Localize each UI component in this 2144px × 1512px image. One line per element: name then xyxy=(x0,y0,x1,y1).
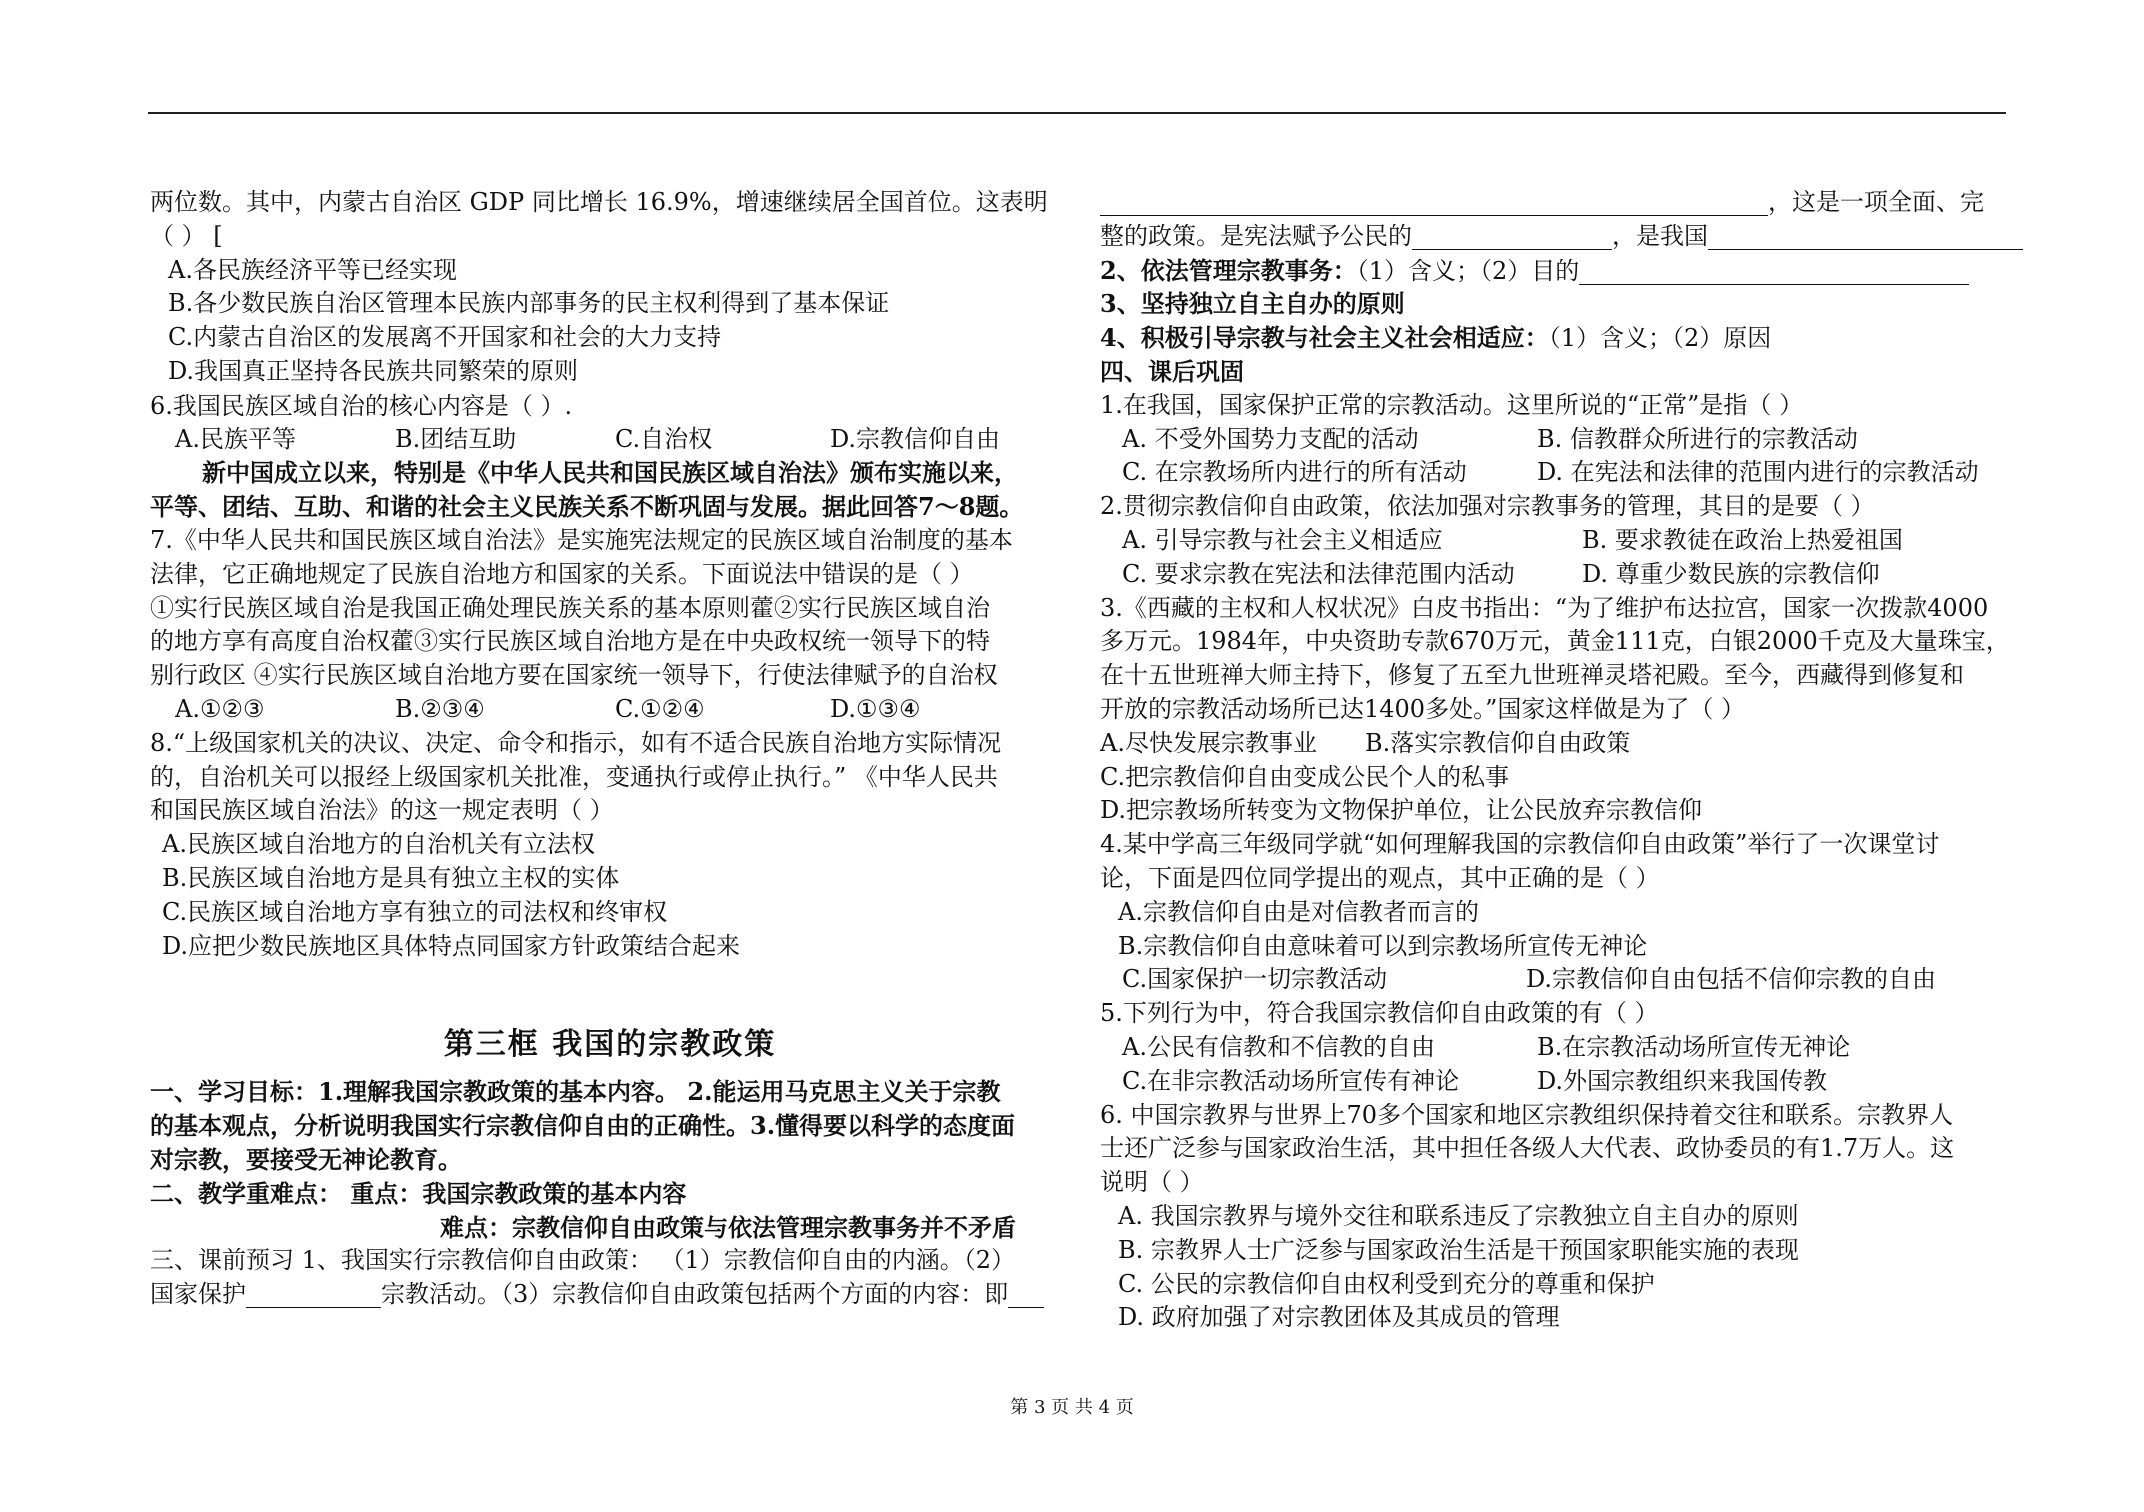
r-q3-line4: 开放的宗教活动场所已达1400多处。”国家这样做是为了（ ） xyxy=(1100,694,1745,723)
r-q5-stem: 5.下列行为中，符合我国宗教信仰自由政策的有（ ） xyxy=(1100,999,1659,1028)
q6-text: 6.我国民族区域自治的核心内容是（ ）. xyxy=(150,391,573,420)
r-q1-option-b: B. 信教群众所进行的宗教活动 xyxy=(1537,424,1858,453)
policy-continuation-text1: ，这是一项全面、完 xyxy=(1768,188,1984,216)
q7-line2: 法律，它正确地规定了民族自治地方和国家的关系。下面说法中错误的是（ ） xyxy=(150,559,974,588)
section-title: 第三框 我国的宗教政策 xyxy=(443,1027,777,1063)
r-q1-options-row1 xyxy=(1100,423,2004,457)
r-q4-options-row xyxy=(1100,963,2004,997)
preview-item-4-title: 4、积极引导宗教与社会主义社会相适应： xyxy=(1100,323,1549,353)
q7-line5: 别行政区 ④实行民族区域自治地方要在国家统一领导下，行使法律赋予的自治权 xyxy=(150,661,998,690)
learning-goals-line3: 对宗教，要接受无神论教育。 xyxy=(150,1144,462,1174)
r-q4-option-d: D.宗教信仰自由包括不信仰宗教的自由 xyxy=(1526,965,1937,994)
r-q3-line1: 3.《西藏的主权和人权状况》白皮书指出：“为了维护布达拉宫，国家一次拨款4000 xyxy=(1100,593,1989,622)
r-q5-option-b: B.在宗教活动场所宣传无神论 xyxy=(1537,1032,1851,1061)
q6-option-a: A.民族平等 xyxy=(175,424,296,453)
q6-options xyxy=(150,423,1070,457)
q8-line1: 8.“上级国家机关的决议、决定、命令和指示，如有不适合民族自治地方实际情况 xyxy=(150,728,1002,757)
q8-option-d: D.应把少数民族地区具体特点同国家方针政策结合起来 xyxy=(162,931,741,960)
r-q5-option-d: D.外国宗教组织来我国传教 xyxy=(1537,1066,1828,1095)
r-q3-options-row1 xyxy=(1100,727,2004,761)
r-q3-line2: 多万元。1984年，中央资助专款670万元，黄金111克，白银2000千克及大量珠宝， xyxy=(1100,627,2010,656)
fill-blank xyxy=(1412,223,1612,250)
page-footer: 第 3 页 共 4 页 xyxy=(1010,1397,1134,1418)
policy-continuation-text3: ，是我国 xyxy=(1612,221,1708,250)
r-q5-option-a: A.公民有信教和不信教的自由 xyxy=(1122,1032,1435,1061)
r-q5-option-c: C.在非宗教活动场所宣传有神论 xyxy=(1122,1066,1460,1095)
r-q3-option-c: C.把宗教信仰自由变成公民个人的私事 xyxy=(1100,762,1510,791)
q8-line3: 和国民族区域自治法》的这一规定表明（ ） xyxy=(150,796,614,825)
policy-continuation-line2 xyxy=(1100,220,2004,254)
fill-blank xyxy=(1100,189,1768,216)
fill-blank xyxy=(1008,1281,1044,1308)
r-q1-option-a: A. 不受外国势力支配的活动 xyxy=(1122,424,1419,453)
q8-option-a: A.民族区域自治地方的自治机关有立法权 xyxy=(162,830,595,859)
r-q3-option-a: A.尽快发展宗教事业 xyxy=(1100,728,1317,757)
q7-option-d: D.①③④ xyxy=(830,694,921,723)
r-q4-option-c: C.国家保护一切宗教活动 xyxy=(1122,965,1388,994)
preview-item-4-text: （1）含义；（2）原因 xyxy=(1548,324,1772,353)
q6-stem xyxy=(150,389,1070,423)
header-rule xyxy=(148,112,2006,114)
left-column xyxy=(150,186,1070,1312)
r-q2-options-row2 xyxy=(1100,558,2004,592)
q7-line1: 7.《中华人民共和国民族区域自治法》是实施宪法规定的民族区域自治制度的基本 xyxy=(150,525,1013,554)
fill-blank xyxy=(246,1281,381,1308)
r-q6-option-a: A. 我国宗教界与境外交往和联系违反了宗教独立自主自办的原则 xyxy=(1118,1201,1799,1230)
r-q6-line2: 士还广泛参与国家政治生活，其中担任各级人大代表、政协委员的有1.7万人。这 xyxy=(1100,1134,1955,1163)
q5-option-d: D.我国真正坚持各民族共同繁荣的原则 xyxy=(168,356,579,385)
preview-line1: 三、课前预习 1、我国实行宗教信仰自由政策： （1）宗教信仰自由的内涵。（2） xyxy=(150,1246,1016,1275)
r-q2-stem: 2.贯彻宗教信仰自由政策，依法加强对宗教事务的管理，其目的是要（ ） xyxy=(1100,492,1875,521)
q5-stem-line2: （ ） [ xyxy=(150,221,223,250)
r-q3-option-b: B.落实宗教信仰自由政策 xyxy=(1365,728,1631,757)
r-q1-option-d: D. 在宪法和法律的范围内进行的宗教活动 xyxy=(1537,458,1979,487)
learning-goals-line2: 的基本观点，分析说明我国实行宗教信仰自由的正确性。3.懂得要以科学的态度面 xyxy=(150,1111,1016,1141)
r-q2-option-c: C. 要求宗教在宪法和法律范围内活动 xyxy=(1122,559,1515,588)
preview-line2-start: 国家保护 xyxy=(150,1280,246,1309)
q8-option-b: B.民族区域自治地方是具有独立主权的实体 xyxy=(162,863,620,892)
r-q3-option-d: D.把宗教场所转变为文物保护单位，让公民放弃宗教信仰 xyxy=(1100,796,1703,825)
r-q6-option-d: D. 政府加强了对宗教团体及其成员的管理 xyxy=(1118,1303,1560,1332)
r-q2-option-a: A. 引导宗教与社会主义相适应 xyxy=(1122,525,1443,554)
policy-continuation-text2: 整的政策。是宪法赋予公民的 xyxy=(1100,221,1412,250)
material-intro-line1: 新中国成立以来，特别是《中华人民共和国民族区域自治法》颁布实施以来， xyxy=(202,458,1018,488)
q7-options xyxy=(150,693,1070,727)
r-q5-options-row2 xyxy=(1100,1065,2004,1099)
q6-option-c: C.自治权 xyxy=(615,424,713,453)
right-column xyxy=(1100,186,2010,1335)
q7-line3: ①实行民族区域自治是我国正确处理民族关系的基本原则藿②实行民族区域自治 xyxy=(150,593,990,622)
q8-line2: 的，自治机关可以报经上级国家机关批准，变通执行或停止执行。” 《中华人民共 xyxy=(150,762,998,791)
r-q6-option-b: B. 宗教界人士广泛参与国家政治生活是干预国家职能实施的表现 xyxy=(1118,1235,1799,1264)
q6-option-d: D.宗教信仰自由 xyxy=(830,424,1001,453)
q5-option-a: A.各民族经济平等已经实现 xyxy=(168,255,457,284)
r-q6-option-c: C. 公民的宗教信仰自由权利受到充分的尊重和保护 xyxy=(1118,1269,1655,1298)
section-4-heading: 四、课后巩固 xyxy=(1100,356,1244,386)
r-q1-stem: 1.在我国，国家保护正常的宗教活动。这里所说的“正常”是指（ ） xyxy=(1100,390,1804,419)
material-intro-line2: 平等、团结、互助、和谐的社会主义民族关系不断巩固与发展。据此回答7～8题。 xyxy=(150,492,1024,522)
q7-line4: 的地方享有高度自治权藿③实行民族区域自治地方是在中央政权统一领导下的特 xyxy=(150,627,990,656)
r-q5-options-row1 xyxy=(1100,1031,2004,1065)
difficult-points: 难点：宗教信仰自由政策与依法管理宗教事务并不矛盾 xyxy=(440,1212,1016,1242)
preview-item-2 xyxy=(1100,254,2004,288)
r-q6-line1: 6. 中国宗教界与世界上70多个国家和地区宗教组织保持着交往和联系。宗教界人 xyxy=(1100,1100,1954,1129)
r-q1-options-row2 xyxy=(1100,456,2004,490)
q7-option-b: B.②③④ xyxy=(395,694,485,723)
q7-option-c: C.①②④ xyxy=(615,694,705,723)
r-q1-option-c: C. 在宗教场所内进行的所有活动 xyxy=(1122,458,1467,487)
r-q4-option-b: B.宗教信仰自由意味着可以到宗教场所宣传无神论 xyxy=(1118,931,1648,960)
preview-line2-rest: 宗教活动。（3）宗教信仰自由政策包括两个方面的内容：即 xyxy=(381,1280,1009,1309)
learning-goals-line1: 一、学习目标：1.理解我国宗教政策的基本内容。 2.能运用马克思主义关于宗教 xyxy=(150,1077,1001,1107)
r-q4-line1: 4.某中学高三年级同学就“如何理解我国的宗教信仰自由政策”举行了一次课堂讨 xyxy=(1100,830,1940,859)
policy-continuation-line1 xyxy=(1100,186,2004,220)
q6-option-b: B.团结互助 xyxy=(395,424,517,453)
q5-option-b: B.各少数民族自治区管理本民族内部事务的民主权利得到了基本保证 xyxy=(168,289,890,318)
r-q6-line3: 说明（ ） xyxy=(1100,1168,1204,1197)
r-q2-options-row1 xyxy=(1100,524,2004,558)
q5-option-c: C.内蒙古自治区的发展离不开国家和社会的大力支持 xyxy=(168,323,722,352)
q7-option-a: A.①②③ xyxy=(175,694,265,723)
preview-item-3: 3、坚持独立自主自办的原则 xyxy=(1100,289,1405,319)
r-q4-option-a: A.宗教信仰自由是对信教者而言的 xyxy=(1118,897,1479,926)
preview-item-2-title: 2、依法管理宗教事务： xyxy=(1100,255,1357,285)
r-q4-line2: 论，下面是四位同学提出的观点，其中正确的是（ ） xyxy=(1100,863,1660,892)
r-q2-option-d: D. 尊重少数民族的宗教信仰 xyxy=(1582,559,1880,588)
q5-stem-line1: 两位数。其中，内蒙古自治区 GDP 同比增长 16.9%，增速继续居全国首位。这表明 xyxy=(150,188,1048,216)
preview-item-2-text: （1）含义；（2）目的 xyxy=(1356,256,1580,285)
fill-blank xyxy=(1579,258,1969,285)
r-q2-option-b: B. 要求教徒在政治上热爱祖国 xyxy=(1582,525,1903,554)
q8-option-c: C.民族区域自治地方享有独立的司法权和终审权 xyxy=(162,897,668,926)
r-q3-line3: 在十五世班禅大师主持下，修复了五至九世班禅灵塔祀殿。至今，西藏得到修复和 xyxy=(1100,661,1964,690)
fill-blank xyxy=(1708,223,2023,250)
key-points: 二、教学重难点： 重点：我国宗教政策的基本内容 xyxy=(150,1178,687,1208)
preview-line2 xyxy=(150,1278,1070,1312)
preview-item-4 xyxy=(1100,321,2004,355)
